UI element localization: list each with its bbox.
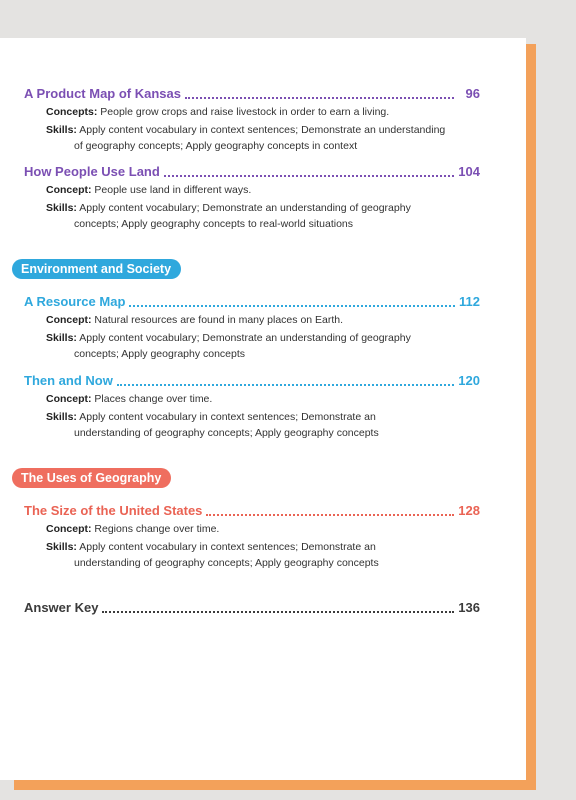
concept-text: People use land in different ways. — [94, 184, 252, 196]
concept-text: People grow crops and raise livestock in order to earn a living. — [100, 106, 390, 118]
skills-label: Skills: — [46, 124, 77, 136]
dot-leader — [185, 87, 454, 99]
dot-leader — [164, 165, 454, 177]
dot-leader — [129, 295, 455, 307]
concept-text: Natural resources are found in many places on Earth. — [94, 314, 344, 326]
skills-label: Skills: — [46, 411, 77, 423]
skills-text-line1: Apply content vocabulary in context sentences; Demonstrate an understanding — [79, 124, 446, 136]
skills-text-line2: concepts; Apply geography concepts — [74, 348, 246, 360]
entry-skills — [46, 330, 480, 362]
skills-text-line1: Apply content vocabulary; Demonstrate an understanding of geography — [79, 332, 411, 344]
dot-leader — [117, 374, 454, 386]
toc-entry-then-and-now — [24, 373, 480, 441]
section-tab-environment[interactable]: Environment and Society — [12, 259, 181, 279]
concept-label: Concept: — [46, 184, 92, 196]
toc-entry-product-map — [24, 86, 480, 154]
entry-skills — [46, 539, 480, 571]
entry-skills — [46, 200, 480, 232]
skills-text-line1: Apply content vocabulary in context sentences; Demonstrate an — [79, 541, 376, 553]
entry-title[interactable]: Answer Key — [24, 600, 99, 615]
concept-label: Concept: — [46, 523, 92, 535]
entry-concept — [46, 104, 480, 120]
entry-concept — [46, 312, 480, 328]
toc-page — [0, 38, 526, 780]
skills-text-line2: understanding of geography concepts; Apply geography concepts — [74, 557, 379, 569]
entry-skills — [46, 409, 480, 441]
entry-page-number: 104 — [458, 164, 480, 179]
entry-concept — [46, 391, 480, 407]
concept-text: Places change over time. — [94, 393, 213, 405]
entry-title[interactable]: Then and Now — [24, 373, 113, 388]
entry-page-number: 96 — [465, 86, 480, 101]
entry-title[interactable]: How People Use Land — [24, 164, 160, 179]
toc-entry-title-row[interactable] — [24, 503, 480, 519]
entry-page-number: 112 — [459, 294, 480, 309]
toc-entry-people-use-land — [24, 164, 480, 232]
concept-text: Regions change over time. — [94, 523, 220, 535]
entry-page-number: 136 — [458, 600, 480, 615]
skills-text-line2: of geography concepts; Apply geography concepts in context — [74, 140, 358, 152]
skills-label: Skills: — [46, 202, 77, 214]
toc-entry-answer-key — [24, 600, 480, 616]
concept-label: Concepts: — [46, 106, 98, 118]
toc-entry-size-us — [24, 503, 480, 571]
toc-entry-title-row[interactable] — [24, 294, 480, 310]
toc-entry-resource-map — [24, 294, 480, 362]
concept-label: Concept: — [46, 314, 92, 326]
entry-title[interactable]: A Product Map of Kansas — [24, 86, 181, 101]
page-edge-bottom — [14, 780, 536, 790]
toc-entry-title-row[interactable] — [24, 373, 480, 389]
entry-page-number: 128 — [458, 503, 480, 518]
dot-leader — [206, 504, 454, 516]
skills-label: Skills: — [46, 332, 77, 344]
entry-title[interactable]: The Size of the United States — [24, 503, 203, 518]
entry-title[interactable]: A Resource Map — [24, 294, 126, 309]
skills-text-line2: understanding of geography concepts; Apply geography concepts — [74, 427, 379, 439]
entry-concept — [46, 521, 480, 537]
concept-label: Concept: — [46, 393, 92, 405]
page-edge-right — [526, 44, 536, 790]
entry-skills — [46, 122, 480, 154]
skills-text-line1: Apply content vocabulary in context sentences; Demonstrate an — [79, 411, 376, 423]
skills-text-line1: Apply content vocabulary; Demonstrate an understanding of geography — [79, 202, 411, 214]
skills-label: Skills: — [46, 541, 77, 553]
toc-entry-title-row[interactable] — [24, 86, 480, 102]
toc-entry-title-row[interactable] — [24, 164, 480, 180]
dot-leader — [102, 601, 454, 613]
section-tab-uses-of-geography[interactable]: The Uses of Geography — [12, 468, 171, 488]
skills-text-line2: concepts; Apply geography concepts to real-world situations — [74, 218, 353, 230]
toc-entry-title-row[interactable] — [24, 600, 480, 616]
entry-page-number: 120 — [458, 373, 480, 388]
entry-concept — [46, 182, 480, 198]
